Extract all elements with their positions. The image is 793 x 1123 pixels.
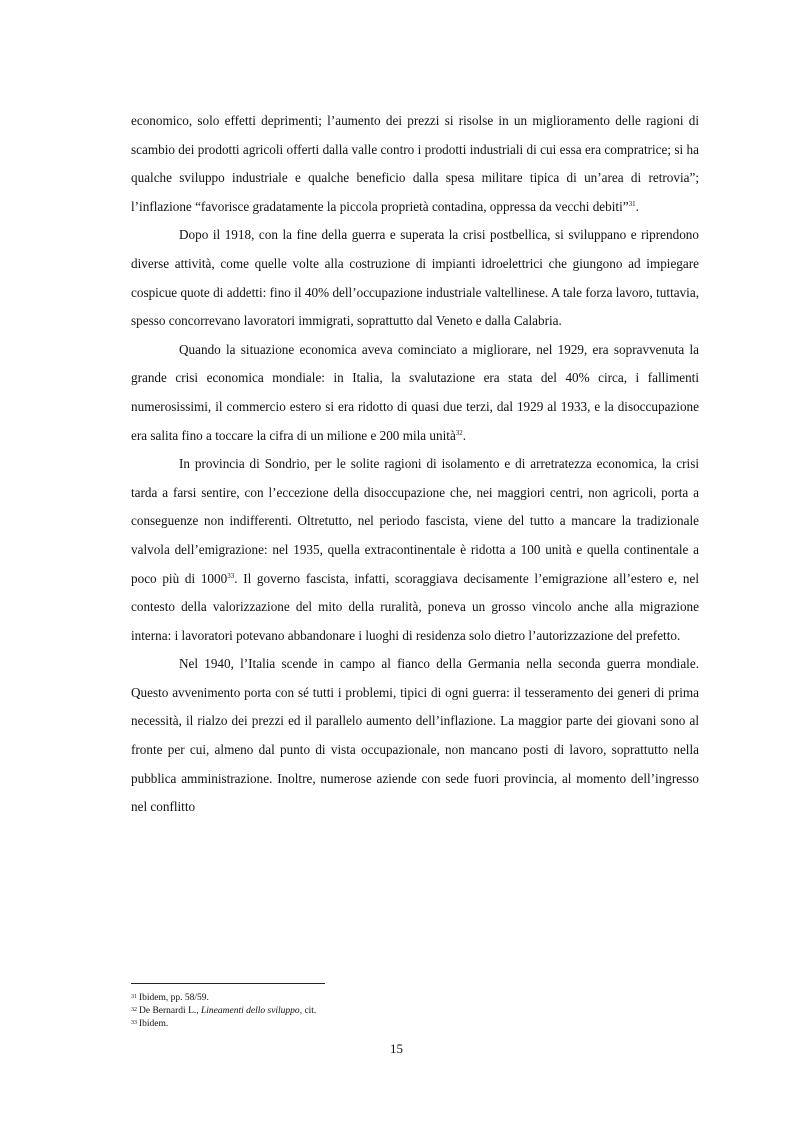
paragraph-1: economico, solo effetti deprimenti; l’aumento dei prezzi si risolse in un miglioramento delle ragioni di scambio dei prodotti agricoli offerti dalla valle contro i prodotti industriali di cui essa era compratrice; si ha qualche sviluppo industriale e qualche beneficio dalla spesa militare tipica di un’area di retrovia”; l’inflazione “favorisce gradatamente la piccola proprietà contadina, oppressa da vecchi debiti”$^{31}$. [131, 113, 699, 214]
footnote-ref-32[interactable]: 32 [455, 428, 463, 437]
footnote-32: $^{32}$ De Bernardi L., Lineamenti dello sviluppo, cit. [131, 1006, 317, 1016]
body-text [131, 107, 699, 822]
footnote-separator [131, 983, 325, 984]
paragraph-2: Dopo il 1918, con la fine della guerra e superata la crisi postbellica, si sviluppano e riprendono diverse attività, come quelle volte alla costruzione di impianti idroelettrici che giungono ad impiegare cospicue quote di addetti: fino il 40% dell’occupazione industriale valtellinese. A tale forza lavoro, tuttavia, spesso concorrevano lavoratori immigrati, soprattutto dal Veneto e dalla Calabria. [131, 227, 699, 329]
paragraph-5: Nel 1940, l’Italia scende in campo al fianco della Germania nella seconda guerra mondiale. Questo avvenimento porta con sé tutti i problemi, tipici di ogni guerra: il tesseramento dei generi di prima necessità, il rialzo dei prezzi ed il parallelo aumento dell’inflazione. La maggior parte dei giovani sono al fronte per cui, almeno dal punto di vista occupazionale, non mancano posti di lavoro, soprattutto nella pubblica amministrazione. Inoltre, numerose aziende con sede fuori provincia, al momento dell’ingresso nel conflitto [131, 656, 699, 815]
footnote-31: $^{31}$ Ibidem, pp. 58/59. [131, 993, 209, 1003]
paragraph-3: Quando la situazione economica aveva cominciato a migliorare, nel 1929, era sopravvenuta la grande crisi economica mondiale: in Italia, la svalutazione era stata del 40% circa, i fallimenti numerosissimi, il commercio estero si era ridotto di quasi due terzi, dal 1929 al 1933, e la disoccupazione era salita fino a toccare la cifra di un milione e 200 mila unità$^{32}$. [131, 341, 699, 443]
footnote-ref-31[interactable]: 31 [628, 199, 636, 208]
footnote-33: $^{33}$ Ibidem. [131, 1019, 169, 1029]
paragraph-4: In provincia di Sondrio, per le solite ragioni di isolamento e di arretratezza economica, la crisi tarda a farsi sentire, con l’eccezione della disoccupazione che, nei maggiori centri, non agricoli, porta a conseguenze non indifferenti. Oltretutto, nel periodo fascista, viene del tutto a mancare la tradizionale valvola dell’emigrazione: nel 1935, quella extracontinentale è ridotta a 100 unità e quella continentale a poco più di 1000$^{33}$. Il governo fascista, infatti, scoraggiava decisamente l’emigrazione all’estero e, nel contesto della valorizzazione del mito della ruralità, poneva un grosso vincolo anche alla migrazione interna: i lavoratori potevano abbandonare i luoghi di residenza solo dietro l’autorizzazione del prefetto. [131, 456, 699, 643]
footnotes [131, 991, 699, 1030]
page-number: 15 [390, 1041, 403, 1056]
footnote-ref-33[interactable]: 33 [227, 571, 235, 580]
